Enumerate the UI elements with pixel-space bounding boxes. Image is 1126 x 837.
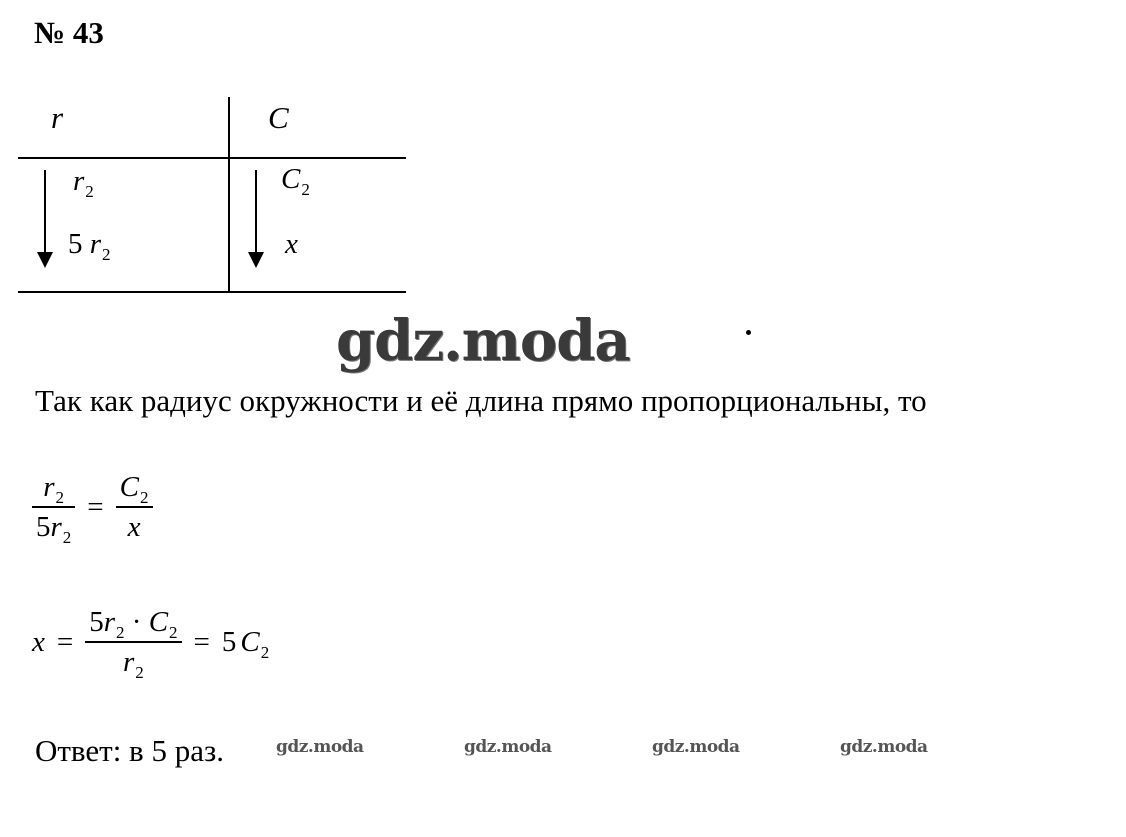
- table-cell-r2: $r_2$: [73, 165, 94, 201]
- stray-dot: [746, 330, 751, 335]
- equals-sign: =: [193, 625, 210, 658]
- table-header-c: C: [268, 100, 289, 135]
- watermark-logo: gdz.moda: [336, 308, 630, 374]
- watermark-small: gdz.moda: [464, 737, 552, 757]
- answer-text: Ответ: в 5 раз.: [35, 733, 224, 768]
- fraction-solution: $\frac{5r_2 \cdot C_2}{r_2}$: [85, 605, 181, 679]
- table-bottom-rule: [18, 291, 406, 293]
- table-cell-x: x: [285, 228, 298, 260]
- fraction-c2-over-x: $\frac{C_2}{x}$: [116, 470, 153, 544]
- problem-number: № 43: [34, 15, 104, 50]
- solution-equation: [30, 605, 277, 682]
- equals-sign: =: [56, 625, 74, 658]
- equals-sign: =: [87, 490, 104, 523]
- watermark-small: gdz.moda: [652, 737, 740, 757]
- watermark-small: gdz.moda: [276, 737, 364, 757]
- variable-x: x: [32, 625, 45, 658]
- table-cell-c2: $C_2$: [281, 163, 310, 199]
- fraction-r2-over-5r2: $\frac{r_2}{5r_2}$: [32, 470, 75, 544]
- table-cell-5r2: 5 $r_2$: [68, 228, 111, 264]
- table-vertical-divider: [228, 97, 230, 293]
- table-header-rule: [18, 157, 406, 159]
- table-header-r: r: [51, 100, 64, 135]
- proportion-equation: [32, 470, 153, 547]
- watermark-small: gdz.moda: [840, 737, 928, 757]
- explanation-text: Так как радиус окружности и её длина прямо пропорциональны, то: [35, 383, 927, 418]
- result-5c2: 5 $C_2$: [221, 625, 270, 662]
